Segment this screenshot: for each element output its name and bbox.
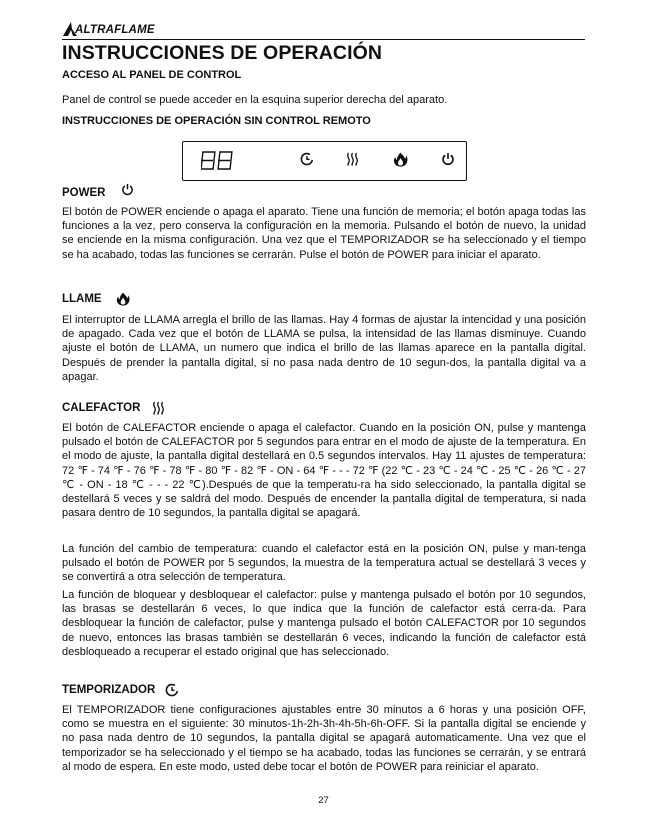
power-icon [441, 152, 455, 166]
timer-icon [165, 683, 179, 697]
timer-text: El TEMPORIZADOR tiene configuraciones ajustables entre 30 minutos a 6 horas y una posición OFF, como se muestra en el siguiente: 30 minutos-1h-2h-3h-4h-5h-6h-OFF. Si la pantalla digital se enciende y no pasa nada dentro de 10 segundos, la pantalla digital se apagará automaticamente. Una vez que el temporizador se ha seleccionado y el tiempo se ha acabado, todas las funciones se cerrarán, y se entrará al modo de espera. En este modo, usted debe tocar el botón de POWER para reiniciar el aparato. [62, 704, 586, 773]
flame-section-header [62, 292, 130, 306]
heater-heading: CALEFACTOR [62, 402, 141, 414]
no-remote-heading: INSTRUCCIONES DE OPERACIÓN SIN CONTROL REMOTO [62, 115, 371, 127]
flame-text: El interruptor de LLAMA arregla el brillo de las llamas. Hay 4 formas de ajustar la intencidad y una posición de apagado. Cada vez que el botón de LLAMA se pulsa, la intensidad de las llamas disminuye. Cuando ajuste el botón de LLAMA, un numero que indica el brillo de las llamas aparece en la pantalla digital. Después de prender la pantalla digital, si no pasa nada dentro de 10 segun-dos, la pantalla digital va a apagar. [62, 314, 586, 383]
power-icon [121, 183, 134, 196]
power-section-header [62, 179, 134, 199]
heater-text-1: El botón de CALEFACTOR enciende o apaga el calefactor. Cuando en la posición ON, pulse y mantenga pulsado el botón de CALEFACTOR por 5 segundos para entrar en el modo de ajuste de la temperatura. En el modo de ajuste, la pantalla digital destellará en 0.5 segundos intervalos. Hay 11 ajustes de temperatura: 72 ℉ - 74 ℉ - 76 ℉ - 78 ℉ - 80 ℉ - 82 ℉ - ON - 64 ℉ - - - 72 ℉ (22 ℃ - 23 ℃ - 24 ℃ - 25 ℃ - 26 ℃ - 27 ℃ - ON - 18 ℃ - - - 22 ℃).Después de que la temperatu-ra ha sido seleccionado, la pantalla digital se destellará 5 veces y se saldrá del modo. Después de encender la pantalla digital de temperatura, si nada pasara dentro de 10 segundos, la pantalla digital se apagará. [62, 422, 586, 520]
heater-section-header [62, 401, 166, 415]
page-title: INSTRUCCIONES DE OPERACIÓN [62, 42, 383, 64]
display-digits: 88 [201, 151, 203, 152]
power-text: El botón de POWER enciende o apaga el aparato. Tiene una función de memoria; el botón apaga todas las funciones a la vez, pero conserva la configuración en la memoria. Pulsando el botón de nuevo, la unidad se enciende en la misma configuración. Una vez que el TEMPORIZADOR se ha seleccionado y el tiempo se ha acabado, todas las funciones se cerrarán. Pulse el botón de POWER para iniciar el aparato. [62, 206, 586, 261]
power-heading: POWER [62, 187, 106, 199]
page-number: 27 [318, 795, 329, 806]
flame-icon [393, 152, 408, 167]
timer-heading: TEMPORIZADOR [62, 684, 156, 696]
flame-heading: LLAME [62, 293, 102, 305]
heater-icon [152, 401, 166, 415]
access-heading: ACCESO AL PANEL DE CONTROL [62, 69, 242, 81]
brand-name: ALTRAFLAME [75, 24, 155, 36]
heater-text-3: La función de bloquear y desbloquear el calefactor: pulse y mantenga pulsado el botón por 10 segundos, las brasas se destellarán 6 veces, lo que indica que la función de calefactor está cerra-da. Para desbloquear la función de calefactor, pulse y mantenga pulsado el botón CALEFACTOR por 10 segundos de nuevo, entonces las brasas también se destellarán 6 veces, indicando la función de calefactor está desbloqueado a recuperar el estado original que has seleccionado. [62, 589, 586, 658]
heater-text-2: La función del cambio de temperatura: cuando el calefactor está en la posición ON, pulse y man-tenga pulsado el botón de POWER por 5 segundos, la muestra de la temperatura actual se destellará 3 veces y se convertirá a otra selección de temperatura. [62, 543, 586, 584]
access-text: Panel de control se puede acceder en la esquina superior derecha del aparato. [62, 94, 448, 106]
brand-logo [62, 21, 155, 37]
header-rule [62, 39, 585, 40]
timer-section-header [62, 683, 179, 697]
timer-icon [300, 152, 314, 166]
flame-icon [116, 292, 130, 306]
heater-icon [346, 152, 360, 166]
control-panel-diagram [182, 141, 467, 181]
digital-display [201, 151, 235, 171]
